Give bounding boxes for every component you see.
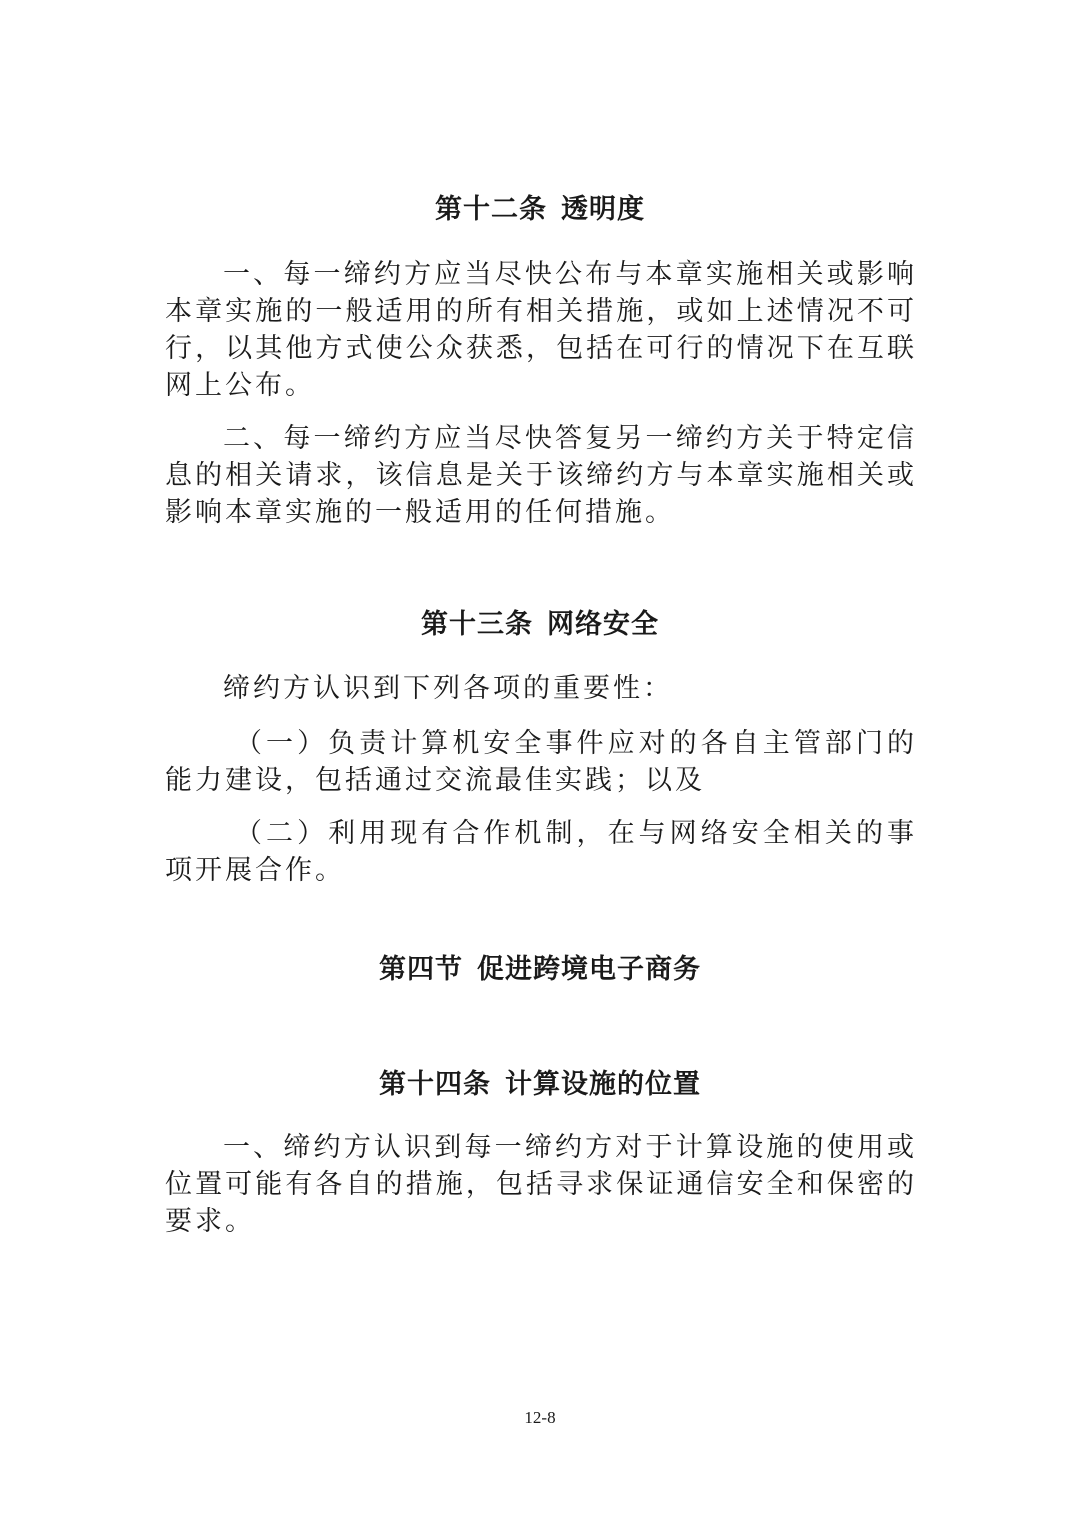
article-14-paragraph-1: 一、缔约方认识到每一缔约方对于计算设施的使用或位置可能有各自的措施，包括寻求保证通信安全和保密的要求。 (165, 1132, 917, 1237)
article-12-paragraph-1: 一、每一缔约方应当尽快公布与本章实施相关或影响本章实施的一般适用的所有相关措施，或如上述情况不可行，以其他方式使公众获悉，包括在可行的情况下在互联网上公布。 (165, 259, 917, 401)
article-13-heading (0, 607, 1080, 643)
article-13-intro: 缔约方认识到下列各项的重要性： (223, 673, 673, 704)
article-12-paragraph-2: 二、每一缔约方应当尽快答复另一缔约方关于特定信息的相关请求，该信息是关于该缔约方与本章实施相关或影响本章实施的一般适用的任何措施。 (165, 423, 917, 528)
article-12-title: 透明度 (561, 194, 645, 225)
article-14-title: 计算设施的位置 (505, 1069, 701, 1100)
article-12-heading (0, 192, 1080, 228)
section-4-title: 促进跨境电子商务 (477, 954, 701, 985)
article-14-number: 第十四条 (379, 1069, 491, 1100)
section-4-number: 第四节 (379, 954, 463, 985)
article-13-number: 第十三条 (421, 609, 533, 640)
article-13-item-2: （二）利用现有合作机制，在与网络安全相关的事项开展合作。 (165, 818, 917, 886)
article-14-heading (0, 1067, 1080, 1103)
page-number: 12-8 (524, 1408, 556, 1427)
article-13-item-1: （一）负责计算机安全事件应对的各自主管部门的能力建设，包括通过交流最佳实践；以及 (165, 728, 917, 796)
section-4-heading (0, 952, 1080, 988)
article-12-number: 第十二条 (435, 194, 547, 225)
article-13-title: 网络安全 (547, 609, 659, 640)
